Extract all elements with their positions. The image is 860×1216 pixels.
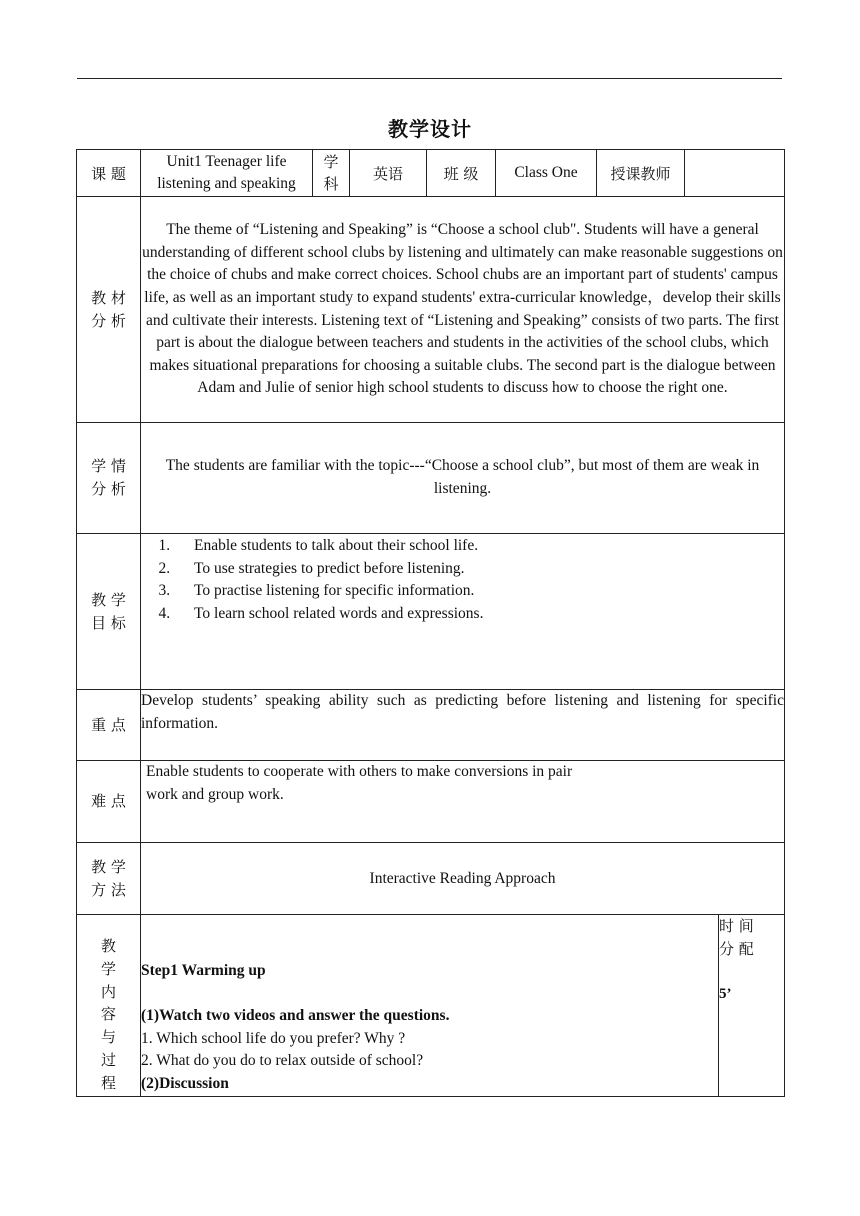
time-label-2: 分 配 xyxy=(719,939,754,958)
objectives-label xyxy=(77,534,141,690)
difficulties-label: 难 点 xyxy=(77,761,141,843)
subject-label-2: 科 xyxy=(323,175,339,193)
header-row xyxy=(77,150,785,197)
objectives-content xyxy=(141,534,785,690)
process-content xyxy=(141,915,719,1097)
sub-step-2: (2)Discussion xyxy=(141,1074,229,1092)
method-text: Interactive Reading Approach xyxy=(141,843,785,915)
topic-line-1: Unit1 Teenager life xyxy=(166,153,287,170)
class-label: 班 级 xyxy=(427,150,496,197)
process-label-char: 教 xyxy=(100,937,116,955)
time-allocation xyxy=(719,915,785,1097)
spacer xyxy=(719,960,784,983)
process-label xyxy=(77,915,141,1097)
process-label-char: 学 xyxy=(100,959,116,978)
material-analysis-label-2: 分 析 xyxy=(91,311,126,330)
difficulties-line-1: Enable students to cooperate with others to make conversions in pair xyxy=(146,763,573,780)
student-analysis-text: The students are familiar with the topic---“Choose a school club”, but most of them are weak in listening. xyxy=(141,423,785,534)
method-row xyxy=(77,843,785,915)
page-title: 教学设计 xyxy=(388,117,472,141)
spacer xyxy=(141,983,718,1006)
difficulties-text xyxy=(141,761,785,843)
step-title: Step1 Warming up xyxy=(141,962,266,979)
time-label-1: 时 间 xyxy=(719,917,754,935)
topic-value xyxy=(141,150,313,197)
header-rule xyxy=(77,78,782,79)
question-1: 1. Which school life do you prefer? Why ? xyxy=(141,1029,406,1047)
student-analysis-label-2: 分 析 xyxy=(91,480,126,498)
key-points-text: Develop students’ speaking ability such as predicting before listening and listening for specific information. xyxy=(141,690,785,761)
topic-label: 课 题 xyxy=(77,150,141,197)
objective-item: 3. To practise listening for specific information. xyxy=(174,580,784,603)
objective-item: 1. Enable students to talk about their school life. xyxy=(174,535,784,558)
teacher-label: 授课教师 xyxy=(597,150,685,197)
objectives-label-1: 教 学 xyxy=(91,590,126,609)
sub-step-1: (1)Watch two videos and answer the questions. xyxy=(141,1007,450,1025)
time-value: 5’ xyxy=(719,985,732,1002)
subject-label-1: 学 xyxy=(323,153,339,171)
process-label-char: 过 xyxy=(100,1050,116,1069)
method-label xyxy=(77,843,141,915)
key-points-label: 重 点 xyxy=(77,690,141,761)
difficulties-row xyxy=(77,761,785,843)
teacher-value xyxy=(685,150,785,197)
process-label-char: 程 xyxy=(100,1073,116,1092)
objective-item: 4. To learn school related words and expressions. xyxy=(174,603,784,626)
objectives-list xyxy=(141,535,784,625)
key-points-row xyxy=(77,690,785,761)
method-label-1: 教 学 xyxy=(91,857,126,876)
material-analysis-text: The theme of “Listening and Speaking” is “Choose a school club". Students will have a general understanding of different school clubs by listening and ultimately can make reasonable suggestions on the choice of chubs and make correct choices. School chubs are an important part of students' campus life, as well as an important study to expand students' extra-curricular knowledge，develop their skills and cultivate their interests. Listening text of “Listening and Speaking” consists of two parts. The first part is about the dialogue between teachers and students in the activities of the school clubs, which makes situational preparations for choosing a suitable clubs. The second part is the dialogue between Adam and Julie of senior high school students to discuss how to choose the right one. xyxy=(141,197,785,423)
material-analysis-row xyxy=(77,197,785,423)
material-analysis-label xyxy=(77,197,141,423)
subject-value: 英语 xyxy=(350,150,427,197)
student-analysis-row xyxy=(77,423,785,534)
objectives-label-2: 目 标 xyxy=(91,613,126,632)
topic-line-2: listening and speaking xyxy=(157,175,296,192)
subject-label xyxy=(313,150,350,197)
process-label-char: 与 xyxy=(100,1028,116,1047)
student-analysis-label xyxy=(77,423,141,534)
question-2: 2. What do you do to relax outside of school? xyxy=(141,1052,424,1070)
difficulties-line-2: work and group work. xyxy=(146,785,284,803)
process-label-char: 容 xyxy=(100,1005,116,1024)
lesson-plan-table xyxy=(76,149,785,1097)
process-row xyxy=(77,915,785,1097)
objective-item: 2. To use strategies to predict before listening. xyxy=(174,558,784,581)
student-analysis-label-1: 学 情 xyxy=(91,457,126,475)
process-label-char: 内 xyxy=(100,982,116,1001)
class-value: Class One xyxy=(496,150,597,197)
material-analysis-label-1: 教 材 xyxy=(91,288,126,307)
objectives-row xyxy=(77,534,785,690)
method-label-2: 方 法 xyxy=(91,880,126,899)
